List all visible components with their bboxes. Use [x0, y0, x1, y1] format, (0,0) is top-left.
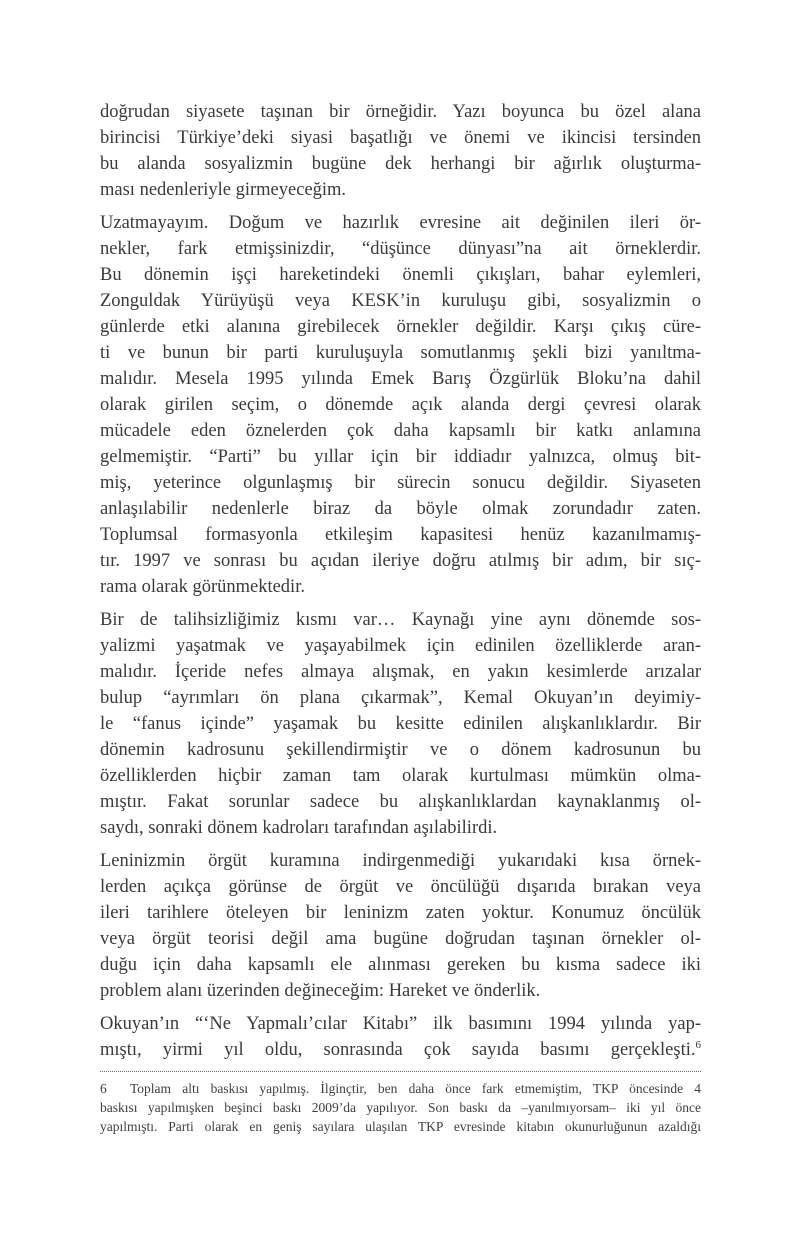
text-line: mıştı, yirmi yıl oldu, sonrasında çok sayıda basımı gerçekleşti.$^6$ [100, 1038, 701, 1060]
footnote-marker: 6 [100, 1081, 107, 1096]
footnote-reference: 6 [695, 1038, 701, 1051]
text-line: Okuyan’ın “‘Ne Yapmalı’cılar Kitabı” ilk basımını 1994 yılında yap- [100, 1014, 701, 1034]
text-line: Toplumsal formasyonla etkileşim kapasitesi henüz kazanılmamış- [100, 525, 701, 545]
footnote-line: 6 Toplam altı baskısı yapılmış. İlginçtir, ben daha önce fark etmemiştim, TKP öncesinde 4 [100, 1081, 701, 1096]
text-line: Zonguldak Yürüyüşü veya KESK’in kuruluşu gibi, sosyalizmin o [100, 291, 701, 311]
text-line: dönemin kadrosunu şekillendirmiştir ve o dönem kadrosunun bu [100, 740, 701, 760]
text-line: le “fanus içinde” yaşamak bu kesitte edinilen alışkanlıklardır. Bir [100, 714, 701, 734]
text-line: miş, yeterince olgunlaşmış bir sürecin sonucu değildir. Siyaseten [100, 473, 701, 493]
text-line: Bu dönemin işçi hareketindeki önemli çıkışları, bahar eylemleri, [100, 265, 701, 285]
text-line: mıştır. Fakat sorunlar sadece bu alışkanlıklardan kaynaklanmış ol- [100, 792, 701, 812]
text-line: Bir de talihsizliğimiz kısmı var… Kaynağı yine aynı dönemde sos- [100, 610, 701, 630]
text-line: özelliklerden hiçbir zaman tam olarak kurtulması mümkün olma- [100, 766, 701, 786]
text-line: malıdır. İçeride nefes almaya alışmak, en yakın kesimlerde arızalar [100, 662, 701, 682]
text-column [100, 99, 701, 1136]
text-line: saydı, sonraki dönem kadroları tarafından aşılabilirdi. [100, 818, 498, 838]
text-line: mücadele eden öznelerden çok daha kapsamlı bir katkı anlamına [100, 421, 701, 441]
footnote-line: yapılmıştı. Parti olarak en geniş sayılara ulaşılan TKP evresinde kitabın okunurluğunun azaldığı [100, 1119, 701, 1134]
text-line: malıdır. Mesela 1995 yılında Emek Barış Özgürlük Bloku’na dahil [100, 369, 701, 389]
footnote-line: baskısı yapılmışken beşinci baskı 2009’da yapılıyor. Son baskı da –yanılmıyorsam– iki yıl önce [100, 1100, 701, 1115]
text-line: doğrudan siyasete taşınan bir örneğidir. Yazı boyunca bu özel alana [100, 102, 701, 122]
body-text [100, 99, 701, 1063]
text-line: anlaşılabilir nedenlerle biraz da böyle olmak zorundadır zaten. [100, 499, 701, 519]
text-line: ti ve bunun bir parti kuruluşuyla somutlanmış şekli bizi yanıltma- [100, 343, 701, 363]
text-line: ileri tarihlere öteleyen bir leninizm zaten yoktur. Konumuz öncülük [100, 903, 701, 923]
text-line: gelmemiştir. “Parti” bu yıllar için bir iddiadır yalnızca, olmuş bit- [100, 447, 701, 467]
text-line: duğu için daha kapsamlı ele alınması gereken bu kısma sadece iki [100, 955, 701, 975]
text-line: olarak girilen seçim, o dönemde açık alanda dergi çevresi olarak [100, 395, 701, 415]
text-line: birincisi Türkiye’deki siyasi başatlığı ve önemi ve ikincisi tersinden [100, 128, 701, 148]
text-line: yalizmi yaşatmak ve yaşayabilmek için edinilen özelliklerde aran- [100, 636, 701, 656]
paragraph [100, 1011, 701, 1063]
text-line: günlerde etki alanına girebilecek örnekler değildir. Karşı çıkış cüre- [100, 317, 701, 337]
text-line: lerden açıkça görünse de örgüt ve öncülüğü dışarıda bırakan veya [100, 877, 701, 897]
text-line: bulup “ayrımları ön plana çıkarmak”, Kemal Okuyan’ın deyimiy- [100, 688, 701, 708]
footnote [100, 1071, 701, 1136]
paragraph [100, 99, 701, 203]
text-line: bu alanda sosyalizmin bugüne dek herhangi bir ağırlık oluşturma- [100, 154, 701, 174]
text-line: Uzatmayayım. Doğum ve hazırlık evresine ait değinilen ileri ör- [100, 213, 701, 233]
text-line: Leninizmin örgüt kuramına indirgenmediği yukarıdaki kısa örnek- [100, 851, 701, 871]
footnote-separator [100, 1071, 701, 1072]
footnote-lines [100, 1079, 701, 1136]
text-line: rama olarak görünmektedir. [100, 577, 305, 597]
paragraph [100, 848, 701, 1004]
paragraph [100, 210, 701, 600]
text-line: veya örgüt teorisi değil ama bugüne doğrudan taşınan örnekler ol- [100, 929, 701, 949]
paragraph [100, 607, 701, 841]
text-line: tır. 1997 ve sonrası bu açıdan ileriye doğru atılmış bir adım, bir sıç- [100, 551, 701, 571]
text-line: problem alanı üzerinden değineceğim: Hareket ve önderlik. [100, 981, 541, 1001]
text-line: ması nedenleriyle girmeyeceğim. [100, 180, 347, 200]
text-line: nekler, fark etmişsinizdir, “düşünce dünyası”na ait örneklerdir. [100, 239, 701, 259]
